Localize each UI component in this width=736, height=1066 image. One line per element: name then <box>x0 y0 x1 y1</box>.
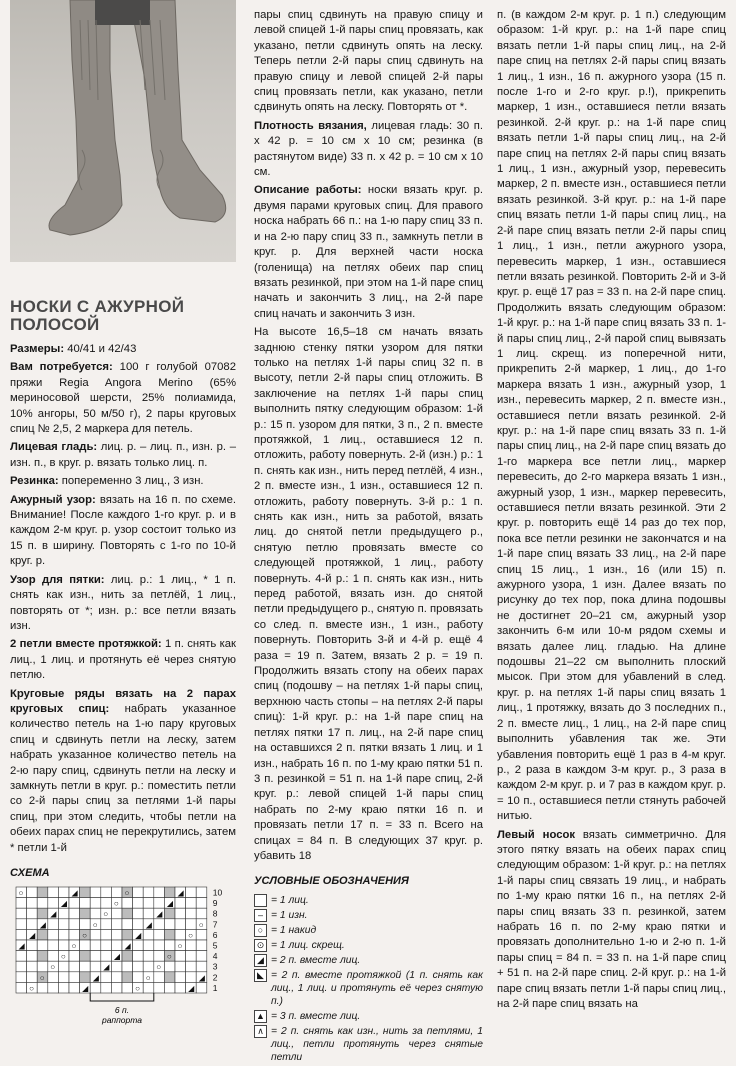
chart-cell <box>122 898 133 909</box>
right-column <box>497 8 726 1015</box>
chart-cell <box>58 909 69 920</box>
chart-cell <box>69 909 80 920</box>
legend-text: = 2 п. снять как изн., нить за петлями, 1 лиц., петли протянуть через снятые петли <box>271 1025 483 1063</box>
col1-body <box>10 342 236 856</box>
chart-cell <box>16 930 27 941</box>
chart-cell <box>27 919 38 930</box>
chart-cell <box>196 930 207 941</box>
chart-symbol: ◢ <box>188 984 195 994</box>
chart-cell <box>27 898 38 909</box>
chart-cell <box>111 930 122 941</box>
chart-cell <box>16 983 27 994</box>
chart-symbol: ◢ <box>82 984 89 994</box>
legend-text: = 1 лиц. <box>271 894 309 906</box>
chart-symbol: ◢ <box>71 888 78 898</box>
chart-cell <box>196 887 207 898</box>
chart-cell <box>37 898 48 909</box>
left-column <box>10 0 236 1037</box>
chart-cell <box>69 919 80 930</box>
chart-cell <box>186 951 197 962</box>
legend-text: = 1 накид <box>271 924 317 936</box>
chart-symbol: ○ <box>92 920 98 930</box>
chart-cell <box>154 919 165 930</box>
legend-symbol: ◢ <box>254 954 267 967</box>
legend-symbol: ▲ <box>254 1010 267 1023</box>
col3-text: п. (в каждом 2-м круг. р. 1 п.) следующим образом: 1-й круг. р.: на 1-й паре спиц вязать петли 1-й пары спиц лиц., на 2-й паре спиц на петлях 2-й пары спиц вязать 1 лиц., 1 изн., 16 п. ажурного узора (15 п. после 1-го и 2-го круг. р.!), прикрепить маркер, 1 изн., оставшиеся петли вязать резинкой. 2-й круг. р.: на 1-й паре спиц вязать петли 1-й пары спиц лиц., на 2-й паре спиц на петлях 2-й пары спиц вязать 1 лиц., 1 изн., ажурный узор, перевесить маркер, 2 п. вместе изн., оставшиеся петли вязать резинкой. 3-й круг. р.: на 1-й паре спиц вязать петли 1-й пары спиц лиц., на 2-й паре спиц вязать петли 2-й пары спиц 1 лиц., 1 изн., петли ажурного узора, перевесить маркер, 1 изн., оставшиеся петли вязать резинкой. Повторить 2-й и 3-й круг. р. ещё 17 раз = 33 п. на 2-й паре спиц. Продолжить вязать следующим образом: 1-й круг. р.: на 1-й паре спиц вязать 33 п. 1-й пары спиц лиц., 2-й парой спиц вывязать 1 лиц. скрещ. из поперечной нити, прикрепить 2-й маркер, 1 лиц., до 1-го маркера вязать 1 изн., ажурный узор, 1 изн., перевесить маркер, 2 п. вместе изн., оставшиеся петли вязать резинкой. 2-й круг. р.: на 1-й паре спиц вязать 33 п. 1-й пары спиц лиц., на 2-й паре спиц вязать до 1-го маркера все петли лиц., маркер перевесить, до 2-го маркера вязать 1 изн., ажурный узор, 1 изн., маркер перевесить, оставшиеся петли вязать резинкой. Эти 2 круг. р. повторить ещё 14 раз до тех пор, пока все петли резинки не закончатся и на 1-й паре спиц вязать 33 лиц., на 2-й паре спиц 15 лиц., 1 изн., 16 (или 15) п. ажурного узора, 1 изн. Далее вязать по рисунку до тех пор, пока длина подошвы не достигнет 20–21 см, ажурный узор закончить 6-м или 10-м рядом схемы и вязать далее лиц. гладью. На длине подошвы 21–22 см выполнить плоский мысок. При этом для убавлений в след. круг. р. на петлях 1-й пары спиц вязать 1 лиц., 1 протяжку, вязать до 3 последних п., 2 п. вместе лиц., 1 лиц., на 2-й паре спиц выполнить убавления так же. Эти убавления повторить ещё 1 раз в 4-м круг. р., 2 раза в каждом 3-м круг. р., 3 раза в каждом 2-м круг. р. и 7 раз в каждом круг. р. = 10 п., оставшиеся петли стянуть рабочей нитью. <box>497 9 726 823</box>
col1-paragraph: Лицевая гладь: лиц. р. – лиц. п., изн. р. – изн. п., в круг. р. вязать только лиц. п. <box>10 441 236 469</box>
legend-symbol: ∧ <box>254 1025 267 1038</box>
chart-cell <box>101 951 112 962</box>
chart-cell <box>48 919 59 930</box>
chart-symbol: ○ <box>50 963 56 973</box>
chart-row-number: 9 <box>212 898 218 909</box>
chart-cell <box>143 940 154 951</box>
legend-row <box>254 894 483 907</box>
legend-symbol <box>254 894 267 907</box>
chart-cell <box>111 940 122 951</box>
chart-symbol: ○ <box>145 973 151 983</box>
chart-cell <box>58 962 69 973</box>
chart-symbol: ○ <box>103 910 109 920</box>
chart-cell <box>175 972 186 983</box>
chart-cell <box>90 951 101 962</box>
chart-symbol: ○ <box>18 888 24 898</box>
chart-row-number: 2 <box>212 972 218 983</box>
chart-cell <box>133 887 144 898</box>
chart-cell <box>27 951 38 962</box>
chart-cell <box>122 972 133 983</box>
chart-symbol: ◢ <box>177 888 184 898</box>
chart-cell <box>90 983 101 994</box>
legend-text: = 2 п. вместе лиц. <box>271 954 361 966</box>
chart-cell <box>143 983 154 994</box>
chart-row-number: 10 <box>212 887 223 898</box>
chart-symbol: ◢ <box>145 920 152 930</box>
chart-cell <box>58 972 69 983</box>
chart-cell <box>27 962 38 973</box>
col1-paragraph: Размеры: 40/41 и 42/43 <box>10 343 137 355</box>
legend-row <box>254 969 483 1008</box>
chart-cell <box>164 919 175 930</box>
chart-cell <box>90 962 101 973</box>
chart-cell <box>164 983 175 994</box>
legend-row <box>254 924 483 937</box>
chart-cell <box>154 940 165 951</box>
chart-cell <box>80 972 91 983</box>
chart-cell <box>196 898 207 909</box>
legend-row <box>254 1010 483 1023</box>
legend-text: = 3 п. вместе лиц. <box>271 1010 361 1022</box>
chart-cell <box>122 919 133 930</box>
legend <box>254 894 483 1064</box>
chart-cell <box>154 983 165 994</box>
chart-cell <box>58 983 69 994</box>
chart-cell <box>58 887 69 898</box>
chart-cell <box>48 972 59 983</box>
chart-symbol: ○ <box>135 984 140 994</box>
chart-cell <box>111 919 122 930</box>
chart-cell <box>186 962 197 973</box>
chart-cell <box>101 919 112 930</box>
chart-symbol: ◢ <box>124 941 131 951</box>
chart-cell <box>90 898 101 909</box>
chart-cell <box>122 983 133 994</box>
chart-cell <box>143 909 154 920</box>
chart-cell <box>164 909 175 920</box>
chart-symbol: ○ <box>188 931 193 941</box>
chart-cell <box>175 909 186 920</box>
chart-cell <box>133 972 144 983</box>
chart-cell <box>69 930 80 941</box>
col1-paragraph: Резинка: попеременно 3 лиц., 3 изн. <box>10 475 204 488</box>
chart-cell <box>48 940 59 951</box>
col2-paragraph: На высоте 16,5–18 см начать вязать заднюю стенку пятки узором для пятки только на петлях 1-й пары спиц 32 п. в высоту, петли 2-й пары спиц отложить. В заключение на петлях 1-й пары спиц выполнить пятку следующим образом: 1-й р.: 15 п. узором для пятки, 3 п., 2 п. вместе протяжкой, 1 лиц., оставшиеся 12 п. отложить, работу повернуть. 2-й (изн.) р.: 1 п. снять как изн., нить перед петлёй, 4 изн., 2 п. вместе изн., 1 изн., оставшиеся 12 п. отложить, работу повернуть. 3-й р.: 1 п. снять как изн., нить за работой, вязать лиц. до снятой петли предыдущего р., снятую петлю провязать вместе со следующей протяжкой, 1 лиц., работу повернуть. 4-й р.: 1 п. снять как изн., нить перед работой, вязать изн. до снятой петли предыдущего р., снятую п. провязать со след. п. вместе изн., 1 изн., работу повернуть. Повторить 3-й и 4-й р. ещё 4 раза = 19 п. Затем, вязать 2 р. = 19 п. Продолжить вязать стопу на обеих парах спиц (подошву – на петлях 1-й пары спиц, верхнюю часть стопы – на петлях 2-й пары спиц): 1-й круг. р.: на 1-й паре спиц на петлях пятки 17 п. лиц., на 2-й паре спиц на оставшихся 2 п. пятки вязать 1 лиц. и 1 изн., набрать 16 п. по 1-му краю пятки 51 п. 3 п. резинкой = 51 п. на 1-й паре спиц, 2-й круг. р.: левой спицей 1-й пары спиц набрать по 2-му краю пятки 16 п. и провязать петли 17 п. = 33 п. Всего на спицах = 84 п. В следующих 37 круг. р. убавить 18 <box>254 326 483 862</box>
chart-cell <box>58 930 69 941</box>
chart-cell <box>196 909 207 920</box>
chart-cell <box>58 919 69 930</box>
chart-cell <box>154 972 165 983</box>
chart-cell <box>48 983 59 994</box>
chart-symbol: ○ <box>39 973 45 983</box>
chart-cell <box>143 951 154 962</box>
chart-cell <box>90 909 101 920</box>
chart-cell <box>175 919 186 930</box>
chart-symbol: ○ <box>156 963 162 973</box>
legend-symbol: ◣ <box>254 969 267 982</box>
chart-row-number: 6 <box>212 930 218 941</box>
chart-cell <box>16 919 27 930</box>
chart-cell <box>37 951 48 962</box>
chart-cell <box>143 887 154 898</box>
col1-paragraph: Вам потребуется: 100 г голубой 07082 пряжи Regia Angora Merino (65% мериносовой шерсти, 25% полиамида, 10% ангоры, 50 м/50 г), 2 пары круговых спиц № 2,5, 2 маркера для петель. <box>10 361 236 436</box>
chart-cell <box>101 887 112 898</box>
col1-term: Лицевая гладь: <box>10 441 98 454</box>
chart-symbol: ○ <box>71 941 77 951</box>
legend-symbol: ○ <box>254 924 267 937</box>
chart-symbol: ◢ <box>60 899 68 909</box>
chart-cell <box>111 983 122 994</box>
chart-cell <box>133 898 144 909</box>
chart-symbol: ◢ <box>113 952 121 962</box>
chart-cell <box>154 930 165 941</box>
chart-cell <box>16 962 27 973</box>
col1-term: Вам потребуется: <box>10 361 113 374</box>
article-title: НОСКИ С АЖУРНОЙ ПОЛОСОЙ <box>10 297 185 334</box>
chart-symbol: ◢ <box>103 963 110 973</box>
chart-symbol: ◢ <box>29 931 36 941</box>
col2-paragraph: Описание работы: носки вязать круг. р. двумя парами круговых спиц. Для правого носка набрать 66 п.: на 1-ю пару спиц 33 п. и на 2-ю пару спиц 33 п., замкнуть петли в круг. р. Для верхней части носка (голенища) на петлях обеих пар спиц вязать резинкой, при этом на 1-й паре спиц начать и закончить 3 лиц., на 2-й паре спиц начать и закончить 3 изн. <box>254 184 484 320</box>
chart-cell <box>80 951 91 962</box>
chart-row-number: 1 <box>212 983 218 994</box>
chart-cell <box>69 898 80 909</box>
chart-cell <box>186 887 197 898</box>
chart-symbol: ○ <box>82 931 87 941</box>
chart-row-number: 3 <box>212 962 218 973</box>
chart-cell <box>196 951 207 962</box>
col3-end <box>497 828 726 1013</box>
chart-cell <box>101 940 112 951</box>
col1-paragraph: 2 петли вместе протяжкой: 1 п. снять как лиц., 1 лиц. и протянуть её через снятую петлю. <box>10 638 236 682</box>
chart-cell <box>16 909 27 920</box>
col3-paragraph: Левый носок вязать симметрично. Для этого пятку вязать на обеих парах спиц следующим образом: 1-й круг. р.: на петлях 1-й пары спиц связать 19 лиц., и набрать по 1-му краю пятки 16 п., на петлях 2-й пары спиц вязать 33 п. резинкой, затем набрать 16 п. по 2-му краю пятки и провязать дополнительно 1-ю и 2-ю п. 1-й пары спиц = 84 п. = 33 п. на 1-й паре спиц + 51 п. на 2-й паре спиц. 2-й круг. р.: на 1-й паре спиц вязать петли 1-й пары спиц лиц., на 2-й паре спиц вязать на <box>497 828 726 1010</box>
scheme-title: СХЕМА <box>10 867 50 879</box>
chart-cell <box>37 940 48 951</box>
legend-symbol: ⊙ <box>254 939 267 952</box>
middle-column <box>254 8 483 1066</box>
repeat-label: раппорта <box>102 1015 142 1026</box>
chart-cell <box>122 909 133 920</box>
chart-cell <box>133 909 144 920</box>
col1-paragraph: Узор для пятки: лиц. р.: 1 лиц., * 1 п. снять как изн., нить за петлёй, 1 лиц., повторять от *; изн. р.: все петли вязать изн. <box>10 573 236 632</box>
chart-symbol: ○ <box>124 888 130 898</box>
chart-cell <box>143 962 154 973</box>
chart-cell <box>48 930 59 941</box>
socks-photo <box>10 0 236 262</box>
chart-cell <box>164 962 175 973</box>
chart-cell <box>27 887 38 898</box>
chart-symbol: ◢ <box>18 941 25 951</box>
col2-top: пары спиц сдвинуть на правую спицу и левой спицей 1-й пары спиц провязать, как указано, петли сдвинуть опять на леску. Теперь петли 2-й пары спиц сдвинуть на правую спицу и левой спицей 2-й пары спиц провязать петли, как указано, петли сдвинуть опять на леску. Повторять от *. <box>254 9 483 114</box>
chart-cell <box>164 972 175 983</box>
chart-row-number: 5 <box>212 940 218 951</box>
chart-cell <box>90 940 101 951</box>
col1-term: Размеры: <box>10 343 65 355</box>
chart-cell <box>175 930 186 941</box>
repeat-bracket <box>90 993 154 1001</box>
chart-cell <box>48 887 59 898</box>
legend-symbol: – <box>254 909 267 922</box>
chart-cell <box>186 940 197 951</box>
col1-paragraph: Круговые ряды вязать на 2 парах круговых спиц: набрать указанное количество петель на 1-ю пару круговых спиц и сдвинуть петли на леску, затем набрать указанное количество петель на 2-ю пару спиц, сдвинуть петли на леску и замкнуть петли в круг. р.: поместить петли со 2-й пары спиц за петлями 1-й пары спиц, при этом следить, чтобы петли на обеих парах спиц не перекрутились, затем * петли 1-й <box>10 687 236 854</box>
chart-symbol: ○ <box>198 920 204 930</box>
chart-cell <box>101 983 112 994</box>
chart-cell <box>80 898 91 909</box>
chart-cell <box>90 930 101 941</box>
legend-text: = 2 п. вместе протяжкой (1 п. снять как лиц., 1 лиц. и протянуть её через снятую п.) <box>271 969 483 1007</box>
chart-cell <box>37 983 48 994</box>
legend-row <box>254 1025 483 1064</box>
chart-cell <box>186 972 197 983</box>
chart-row-number: 4 <box>212 951 218 962</box>
col1-term: Круговые ряды вязать на 2 парах круговых спиц: <box>10 687 236 715</box>
col1-term: Резинка: <box>10 475 59 488</box>
chart-cell <box>16 898 27 909</box>
chart-cell <box>175 983 186 994</box>
chart-cell <box>37 887 48 898</box>
chart-symbol: ○ <box>166 952 172 962</box>
chart-cell <box>80 887 91 898</box>
socks-illustration <box>10 0 236 262</box>
chart-cell <box>164 887 175 898</box>
col1-term: Ажурный узор: <box>10 493 96 506</box>
chart-cell <box>133 951 144 962</box>
chart-cell <box>164 930 175 941</box>
chart-cell <box>48 951 59 962</box>
legend-text: = 1 изн. <box>271 909 308 921</box>
chart-symbol: ◢ <box>50 910 57 920</box>
chart-symbol: ◢ <box>166 899 174 909</box>
chart-cell <box>80 940 91 951</box>
chart-cell <box>58 940 69 951</box>
chart-cell <box>186 919 197 930</box>
col2-body <box>254 119 483 865</box>
legend-text: = 1 лиц. скрещ. <box>271 939 345 951</box>
col2-term: Плотность вязания, <box>254 119 367 132</box>
chart-cell <box>133 940 144 951</box>
chart-cell <box>196 940 207 951</box>
chart-cell <box>175 898 186 909</box>
chart-cell <box>27 909 38 920</box>
chart-symbol: ◢ <box>198 973 205 983</box>
col1-term: Узор для пятки: <box>10 573 105 586</box>
chart-cell <box>27 940 38 951</box>
chart-cell <box>196 983 207 994</box>
chart-symbol: ○ <box>29 984 34 994</box>
chart-cell <box>37 962 48 973</box>
chart-cell <box>133 962 144 973</box>
col1-paragraph: Ажурный узор: вязать на 16 п. по схеме. Внимание! После каждого 1-го круг. р. и в каждом 2-м круг. р. узор состоит только из 15 п. в ширину. Повторять с 1-го по 10-й круг. р. <box>10 493 236 568</box>
chart-cell <box>122 951 133 962</box>
chart-cell <box>16 951 27 962</box>
chart-cell <box>80 962 91 973</box>
chart-cell <box>69 972 80 983</box>
chart-symbol: ◢ <box>135 931 142 941</box>
chart-row-number: 8 <box>212 909 218 920</box>
chart-row-number: 7 <box>212 919 218 930</box>
chart-cell <box>69 951 80 962</box>
chart-cell <box>175 962 186 973</box>
chart-cell <box>111 887 122 898</box>
legend-row <box>254 909 483 922</box>
col3-term: Левый носок <box>497 828 576 841</box>
chart-symbol: ○ <box>113 899 119 909</box>
col2-paragraph: Плотность вязания, лицевая гладь: 30 п. х 42 р. = 10 см х 10 см; резинка (в растянутом виде) 33 п. х 42 р. = 10 см х 10 см. <box>254 119 483 179</box>
chart-cell <box>37 930 48 941</box>
repeat-count: 6 п. <box>114 1005 130 1016</box>
col2-term: Описание работы: <box>254 184 362 197</box>
chart-symbol: ○ <box>177 941 183 951</box>
chart-cell <box>27 972 38 983</box>
chart-cell <box>196 962 207 973</box>
chart-cell <box>37 909 48 920</box>
chart-cell <box>143 930 154 941</box>
chart-cell <box>133 919 144 930</box>
chart-cell <box>101 898 112 909</box>
chart-cell <box>154 951 165 962</box>
legend-title: УСЛОВНЫЕ ОБОЗНАЧЕНИЯ <box>254 875 409 888</box>
chart-symbol: ◢ <box>92 973 99 983</box>
col1-term: 2 петли вместе протяжкой: <box>10 638 162 651</box>
chart-cell <box>111 972 122 983</box>
chart-cell <box>164 940 175 951</box>
chart-symbol: ◢ <box>156 910 163 920</box>
chart-cell <box>111 962 122 973</box>
chart-cell <box>80 909 91 920</box>
chart-cell <box>154 887 165 898</box>
chart-cell <box>16 972 27 983</box>
chart-cell <box>90 887 101 898</box>
chart-cell <box>48 898 59 909</box>
chart-cell <box>111 909 122 920</box>
legend-row <box>254 954 483 967</box>
chart-cell <box>122 962 133 973</box>
chart-cell <box>186 898 197 909</box>
chart-cell <box>80 919 91 930</box>
chart-cell <box>154 898 165 909</box>
chart-cell <box>143 898 154 909</box>
legend-row <box>254 939 483 952</box>
chart-cell <box>69 962 80 973</box>
chart-symbol: ○ <box>60 952 66 962</box>
chart-cell <box>186 909 197 920</box>
stitch-chart <box>10 881 236 1031</box>
chart-cell <box>101 972 112 983</box>
chart-cell <box>122 930 133 941</box>
chart-cell <box>69 983 80 994</box>
chart-cell <box>101 930 112 941</box>
chart-symbol: ◢ <box>39 920 46 930</box>
chart-cell <box>175 951 186 962</box>
